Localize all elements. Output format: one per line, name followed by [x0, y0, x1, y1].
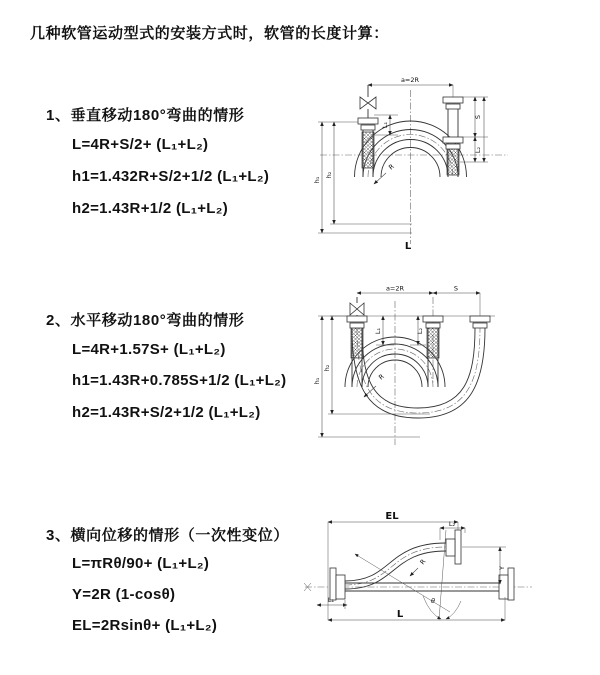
dim-label-l: L [396, 609, 404, 620]
braided-section-left [351, 328, 363, 358]
valve-icon [350, 297, 364, 316]
dimension-lines [318, 293, 480, 437]
angle-label: θ [431, 597, 435, 605]
flange-upper [455, 530, 461, 564]
dim-label-l1: L₁ [381, 121, 389, 129]
radius-label: R [387, 162, 396, 172]
dim-label-l2: L₂ [474, 146, 482, 154]
radius-label: R [418, 557, 428, 567]
section-3-heading: 3、横向位移的情形（一次性变位） [46, 527, 289, 544]
dim-label-l1: L₁ [374, 327, 382, 335]
section-2-heading: 2、水平移动180°弯曲的情形 [46, 312, 245, 329]
dim-label-a2r: a=2R [385, 284, 405, 293]
construction-lines [355, 530, 461, 620]
dimension-labels [328, 511, 506, 620]
braided-section-right [447, 149, 459, 175]
dim-label-l2: L₂ [416, 327, 424, 335]
dim-label-h1: h₁ [313, 176, 321, 184]
section-1-formula-h1: h1=1.432R+S/2+1/2 (L₁+L₂) [72, 168, 270, 185]
braided-section-left [362, 132, 374, 168]
diagram-horizontal-180-bend [310, 283, 592, 475]
dim-label-h2: h₂ [323, 364, 331, 372]
radius-label: R [377, 372, 386, 382]
diagram-lateral-displacement [300, 502, 592, 654]
dim-label-h2: h₂ [325, 171, 333, 179]
section-2-formula-L: L=4R+1.57S+ (L₁+L₂) [72, 341, 226, 358]
diagram-vertical-180-bend [312, 72, 588, 262]
page-title: 几种软管运动型式的安装方式时，软管的长度计算： [30, 25, 389, 42]
section-2-formula-h2: h2=1.43R+S/2+1/2 (L₁+L₂) [72, 404, 261, 421]
section-1-heading: 1、垂直移动180°弯曲的情形 [46, 107, 245, 124]
flange-left [358, 118, 378, 124]
dimension-lines [318, 85, 488, 233]
flange-right [508, 568, 514, 600]
flange-right-upper [443, 97, 463, 103]
dim-label-l2: L₂ [448, 520, 456, 528]
flange-right-lower [443, 137, 463, 143]
dim-label-y: Y [498, 566, 506, 570]
dimension-lines [317, 522, 506, 620]
section-3-formula-Y: Y=2R (1-cosθ) [72, 586, 176, 603]
braided-section-middle [427, 328, 439, 358]
flange-middle [423, 316, 443, 322]
section-1-formula-h2: h2=1.43R+1/2 (L₁+L₂) [72, 200, 229, 217]
dim-label-h1: h₁ [313, 377, 321, 385]
dim-label-l1: L₁ [327, 596, 335, 604]
hose-body [330, 297, 495, 418]
flange-right [470, 316, 490, 322]
flange-left [347, 316, 367, 322]
valve-icon [360, 85, 376, 118]
dim-label-s: S [453, 284, 459, 293]
section-2-formula-h1: h1=1.43R+0.785S+1/2 (L₁+L₂) [72, 372, 287, 389]
length-label: L [404, 241, 412, 252]
section-3-formula-EL: EL=2Rsinθ+ (L₁+L₂) [72, 617, 218, 634]
dim-label-el: EL [385, 511, 399, 522]
section-3-formula-L: L=πRθ/90+ (L₁+L₂) [72, 555, 210, 572]
dim-label-s: S [474, 114, 482, 120]
dim-label-a2r: a=2R [400, 76, 420, 84]
centerlines [357, 297, 480, 445]
section-1-formula-L: L=4R+S/2+ (L₁+L₂) [72, 136, 209, 153]
centerlines [320, 90, 508, 244]
